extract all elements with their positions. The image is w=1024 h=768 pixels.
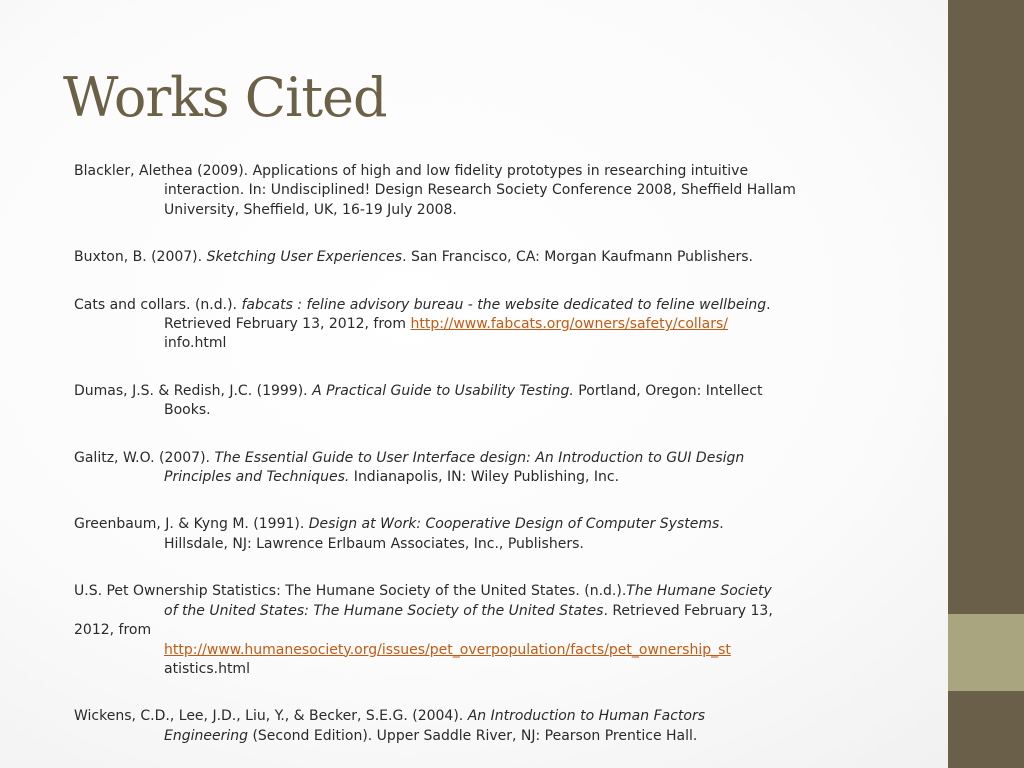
- reference-item: [74, 162, 902, 220]
- reference-title: Principles and Techniques.: [164, 469, 350, 486]
- reference-item: [74, 515, 902, 554]
- reference-authors: U.S. Pet Ownership Statistics: The Humane Society of the United States. (n.d.).: [74, 583, 627, 600]
- reference-punct: .: [719, 516, 724, 533]
- reference-title: Sketching User Experiences: [206, 249, 403, 266]
- reference-item: [74, 382, 902, 421]
- reference-line: [74, 727, 902, 746]
- reference-publisher: (Second Edition). Upper Saddle River, NJ: Pearson Prentice Hall.: [248, 727, 698, 744]
- reference-authors: Buxton, B. (2007).: [74, 249, 207, 266]
- reference-list: [74, 162, 902, 746]
- reference-line: [74, 248, 902, 267]
- reference-authors: Greenbaum, J. & Kyng M. (1991).: [74, 516, 309, 533]
- reference-line: 2012, from: [74, 622, 152, 639]
- reference-title: A Practical Guide to Usability Testing.: [312, 382, 574, 399]
- reference-title: The Essential Guide to User Interface design: An Introduction to GUI Design: [214, 449, 745, 466]
- reference-url-link[interactable]: http://www.fabcats.org/owners/safety/collars/: [410, 316, 729, 333]
- reference-line: [74, 449, 902, 468]
- reference-authors: Wickens, C.D., Lee, J.D., Liu, Y., & Becker, S.E.G. (2004).: [74, 708, 468, 725]
- reference-title: Engineering: [164, 727, 248, 744]
- reference-retrieved: Retrieved February 13, 2012, from: [164, 316, 411, 333]
- reference-line: [74, 315, 902, 334]
- reference-title: Design at Work: Cooperative Design of Computer Systems: [308, 516, 720, 533]
- reference-title: An Introduction to Human Factors: [467, 708, 706, 725]
- reference-title: fabcats : feline advisory bureau - the website dedicated to feline wellbeing: [241, 296, 767, 313]
- reference-punct: .: [766, 296, 771, 313]
- sidebar-accent-block: [948, 614, 1024, 691]
- reference-line: University, Sheffield, UK, 16-19 July 2008.: [164, 201, 457, 218]
- reference-item: [74, 248, 902, 267]
- reference-authors: Dumas, J.S. & Redish, J.C. (1999).: [74, 382, 313, 399]
- reference-url-link[interactable]: http://www.humanesociety.org/issues/pet_overpopulation/facts/pet_ownership_st: [164, 641, 731, 658]
- slide-title: Works Cited: [63, 66, 387, 129]
- reference-line: info.html: [164, 335, 227, 352]
- reference-line: [74, 382, 902, 401]
- reference-publisher: . San Francisco, CA: Morgan Kaufmann Publishers.: [402, 249, 753, 266]
- reference-authors: Cats and collars. (n.d.).: [74, 296, 242, 313]
- reference-item: [74, 296, 902, 354]
- reference-line: Blackler, Alethea (2009). Applications of high and low fidelity prototypes in researching intuitive: [74, 163, 749, 179]
- reference-title: The Humane Society: [626, 583, 772, 600]
- reference-line: [74, 582, 902, 601]
- reference-line: [74, 296, 902, 315]
- reference-line: Books.: [164, 402, 211, 419]
- reference-publisher: Portland, Oregon: Intellect: [573, 382, 763, 399]
- reference-line: [74, 707, 902, 726]
- reference-item: [74, 707, 902, 746]
- reference-title: of the United States: The Humane Society of the United States: [164, 602, 604, 619]
- reference-line: [74, 468, 902, 487]
- reference-line: [74, 515, 902, 534]
- reference-line: [74, 641, 902, 660]
- reference-item: [74, 449, 902, 488]
- reference-line: atistics.html: [164, 660, 250, 677]
- reference-line: interaction. In: Undisciplined! Design Research Society Conference 2008, Sheffield Hallam: [164, 182, 796, 199]
- reference-publisher: Indianapolis, IN: Wiley Publishing, Inc.: [349, 469, 620, 486]
- reference-retrieved: . Retrieved February 13,: [603, 602, 773, 619]
- reference-line: Hillsdale, NJ: Lawrence Erlbaum Associates, Inc., Publishers.: [164, 535, 584, 552]
- reference-authors: Galitz, W.O. (2007).: [74, 449, 215, 466]
- reference-item: [74, 582, 902, 679]
- reference-line: [74, 602, 902, 621]
